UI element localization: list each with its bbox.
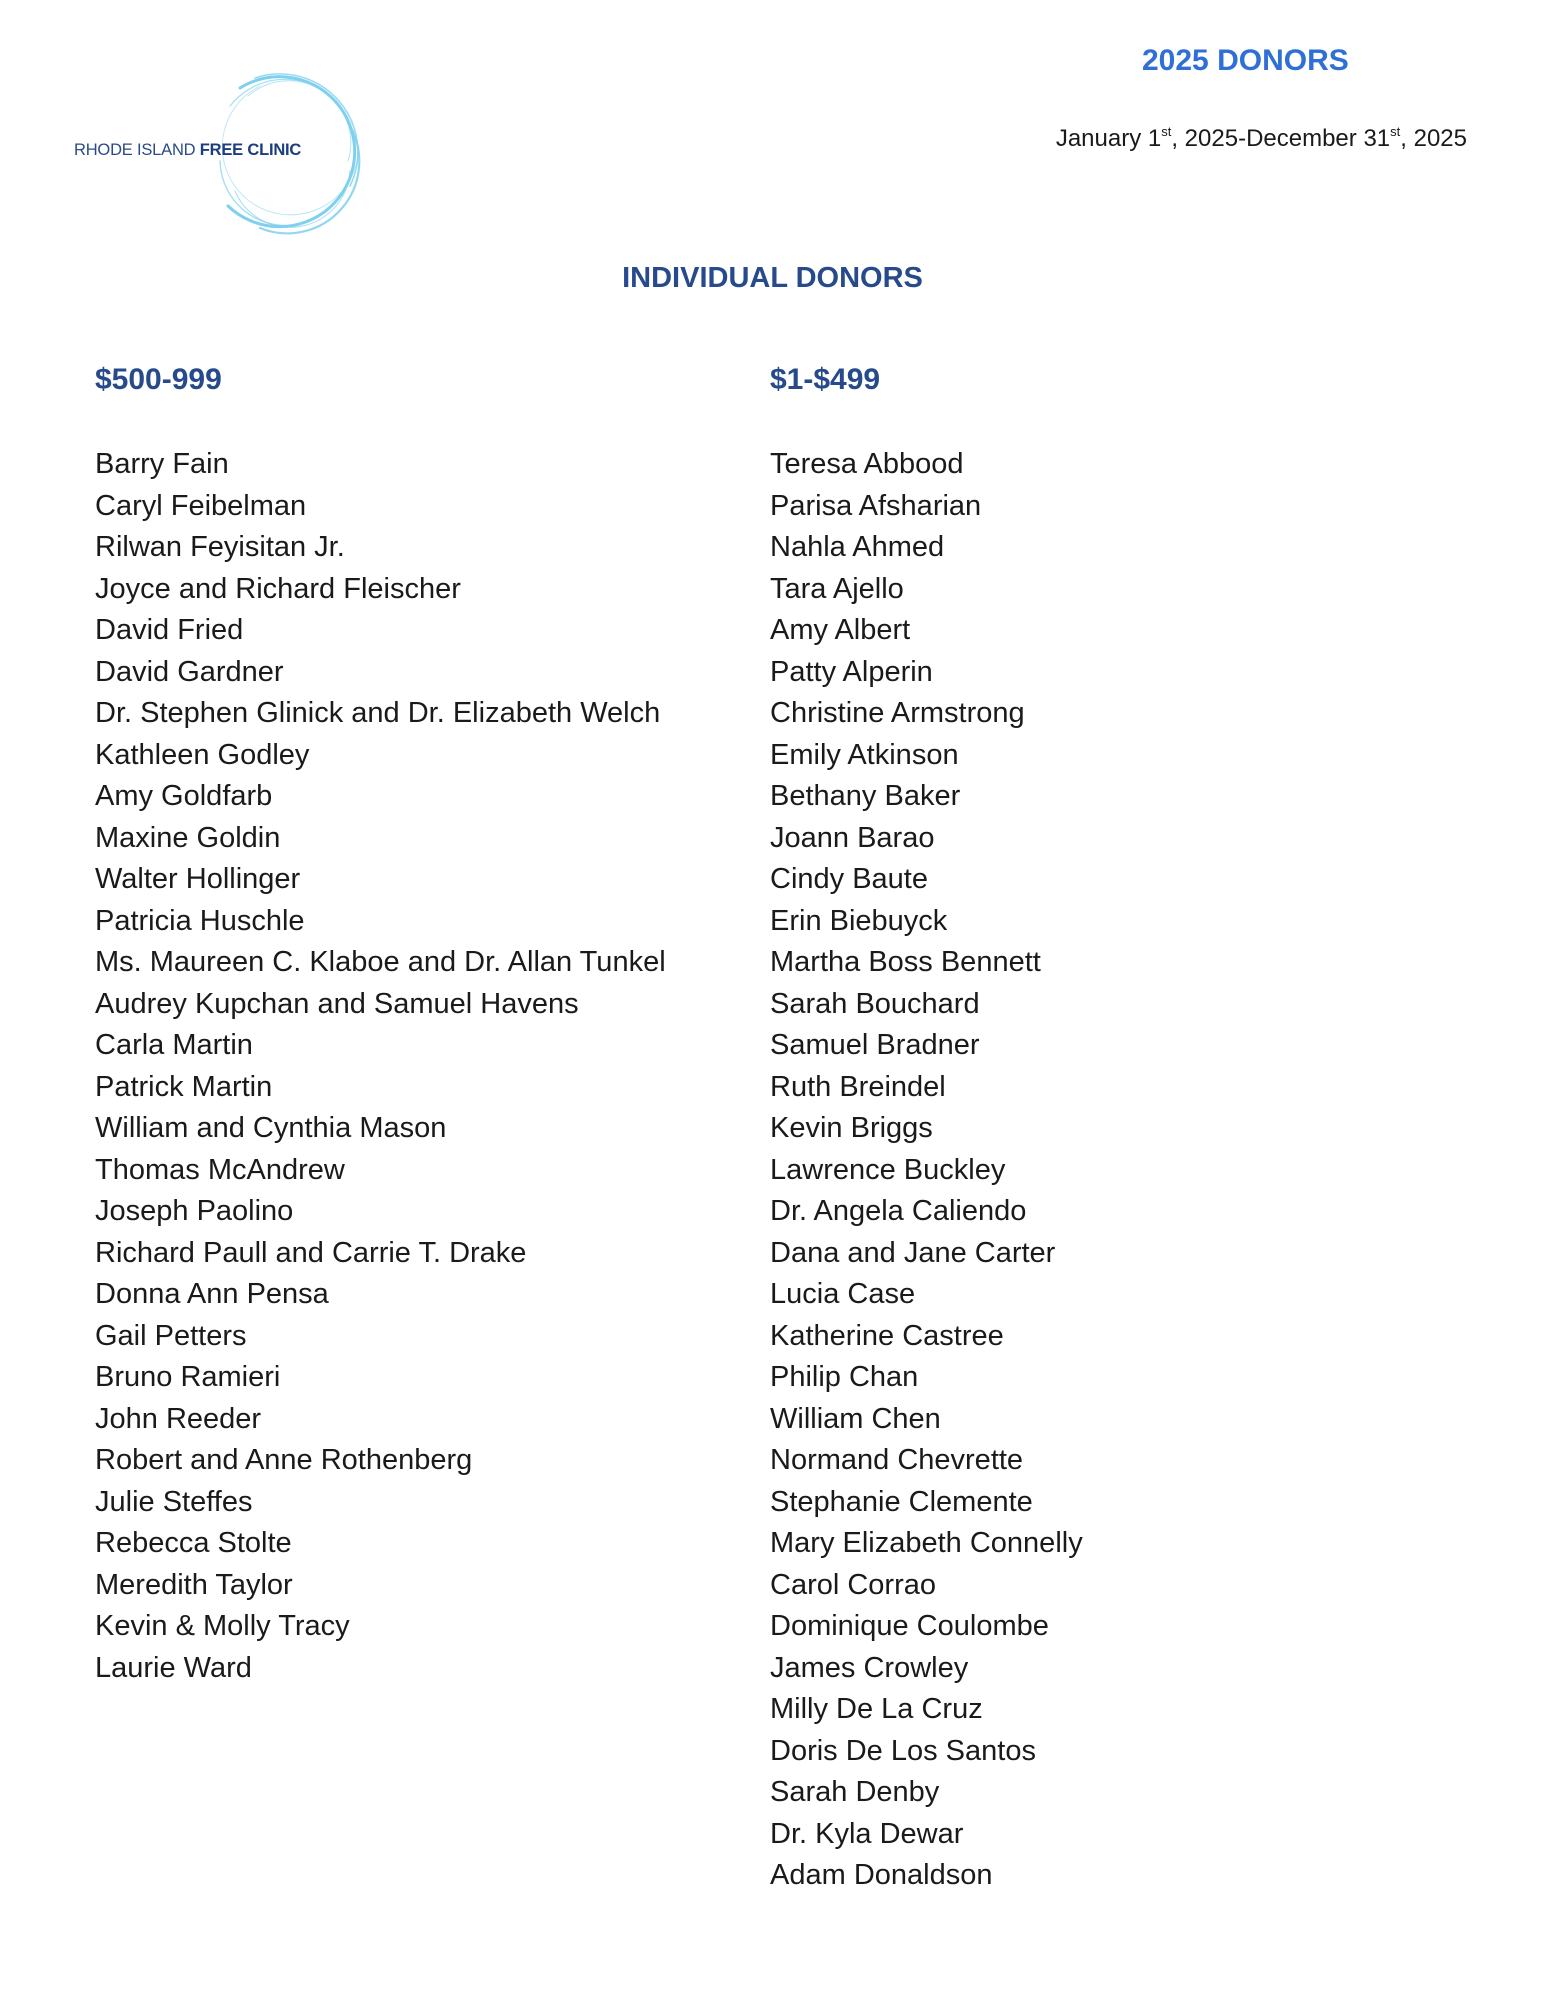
donor-name: Caryl Feibelman — [95, 489, 307, 522]
donor-name: Sarah Bouchard — [770, 987, 980, 1020]
donor-name: Meredith Taylor — [95, 1568, 293, 1601]
date-start-day: January 1 — [1055, 125, 1162, 152]
donor-name: Normand Chevrette — [770, 1444, 1024, 1476]
donor-name: Kevin & Molly Tracy — [95, 1610, 350, 1642]
donor-name: Dr. Stephen Glinick and Dr. Elizabeth Welch — [95, 697, 661, 729]
donor-name: Donna Ann Pensa — [95, 1278, 329, 1310]
date-start-suffix: st — [1161, 124, 1172, 139]
donor-column-500-999 — [95, 360, 735, 1689]
clinic-logo — [70, 66, 370, 246]
donor-name: Emily Atkinson — [770, 738, 959, 771]
donor-name: Barry Fain — [95, 448, 229, 480]
donor-name: Joann Barao — [770, 821, 935, 854]
logo-text-bold: FREE CLINIC — [199, 141, 302, 159]
donor-name: Bruno Ramieri — [95, 1361, 281, 1393]
date-end-year: , 2025 — [1400, 125, 1467, 152]
donor-name: Gail Petters — [95, 1319, 247, 1352]
donor-name: Milly De La Cruz — [770, 1693, 983, 1725]
donor-name: Samuel Bradner — [770, 1029, 980, 1061]
date-range — [1056, 124, 1467, 153]
donor-name: Doris De Los Santos — [770, 1734, 1036, 1767]
donor-name: Dominique Coulombe — [770, 1610, 1049, 1642]
donor-name: David Fried — [95, 614, 244, 646]
donor-name: Lawrence Buckley — [770, 1153, 1006, 1186]
donor-name: Teresa Abbood — [770, 448, 964, 480]
donor-name: Dana and Jane Carter — [770, 1236, 1056, 1269]
donor-name: Ruth Breindel — [770, 1070, 946, 1103]
donor-name: Stephanie Clemente — [770, 1485, 1033, 1518]
donor-name: Katherine Castree — [770, 1319, 1004, 1352]
column-heading: $500-999 — [95, 363, 222, 396]
donor-name: Patrick Martin — [95, 1070, 273, 1103]
donor-name: Erin Biebuyck — [770, 904, 948, 937]
donor-name: William and Cynthia Mason — [95, 1112, 447, 1144]
donor-name: John Reeder — [95, 1402, 262, 1435]
donor-name: Mary Elizabeth Connelly — [770, 1527, 1083, 1559]
donor-name: Rebecca Stolte — [95, 1527, 292, 1559]
donor-name: Walter Hollinger — [95, 863, 301, 895]
donor-column-1-499 — [770, 360, 1410, 1897]
donor-name: Adam Donaldson — [770, 1859, 993, 1891]
donor-name: Amy Goldfarb — [95, 780, 273, 812]
donor-name: Richard Paull and Carrie T. Drake — [95, 1236, 527, 1269]
donor-name: Patty Alperin — [770, 655, 933, 688]
donor-name: Joyce and Richard Fleischer — [95, 572, 461, 605]
donor-name: Kevin Briggs — [770, 1112, 933, 1144]
donor-list — [95, 444, 735, 1689]
donor-name: Ms. Maureen C. Klaboe and Dr. Allan Tunkel — [95, 946, 666, 978]
donor-name: David Gardner — [95, 655, 284, 688]
section-title: INDIVIDUAL DONORS — [622, 262, 923, 294]
donor-name: Laurie Ward — [95, 1651, 252, 1684]
donor-list — [770, 444, 1410, 1897]
logo-wordmark — [74, 141, 301, 160]
donor-name: Dr. Angela Caliendo — [770, 1195, 1027, 1227]
donor-name: Martha Boss Bennett — [770, 946, 1041, 978]
date-end-suffix: st — [1390, 124, 1401, 139]
donor-name: Sarah Denby — [770, 1776, 940, 1808]
donor-name: Cindy Baute — [770, 863, 928, 895]
donor-name: Parisa Afsharian — [770, 489, 982, 522]
donor-name: Maxine Goldin — [95, 821, 281, 854]
donor-name: Nahla Ahmed — [770, 531, 945, 563]
donor-name: Julie Steffes — [95, 1485, 253, 1518]
donor-name: Thomas McAndrew — [95, 1153, 345, 1186]
donor-name: Bethany Baker — [770, 780, 961, 812]
donor-name: Patricia Huschle — [95, 904, 305, 937]
donor-name: Carla Martin — [95, 1029, 253, 1061]
donor-name: William Chen — [770, 1402, 941, 1435]
donor-name: Rilwan Feyisitan Jr. — [95, 531, 345, 563]
donor-name: Robert and Anne Rothenberg — [95, 1444, 473, 1476]
donor-name: Dr. Kyla Dewar — [770, 1817, 964, 1850]
date-start-year: , 2025-December 31 — [1171, 125, 1391, 152]
donor-name: Joseph Paolino — [95, 1195, 294, 1227]
donor-name: Lucia Case — [770, 1278, 916, 1310]
donor-name: Amy Albert — [770, 614, 911, 646]
donor-name: Carol Corrao — [770, 1568, 936, 1601]
donor-name: Philip Chan — [770, 1361, 919, 1393]
donor-name: Christine Armstrong — [770, 697, 1025, 729]
donor-name: Tara Ajello — [770, 572, 904, 605]
donor-name: Audrey Kupchan and Samuel Havens — [95, 987, 579, 1020]
logo-text-regular: RHODE ISLAND — [74, 141, 196, 159]
donor-name: Kathleen Godley — [95, 738, 310, 771]
column-heading: $1-$499 — [770, 363, 881, 396]
document-title: 2025 DONORS — [1142, 44, 1349, 77]
donor-name: James Crowley — [770, 1651, 969, 1684]
